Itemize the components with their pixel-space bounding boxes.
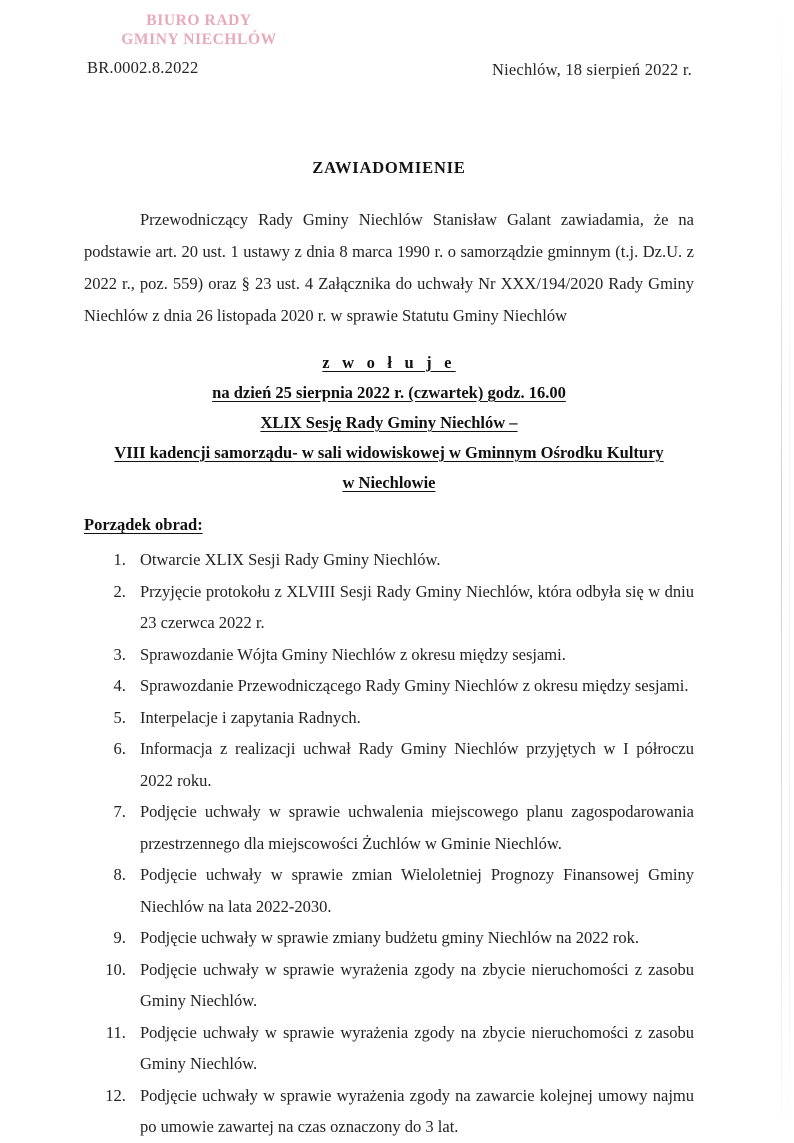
convene-line-session-text: XLIX Sesję Rady Gminy Niechlów – bbox=[260, 413, 518, 432]
agenda-item: 6. Informacja z realizacji uchwał Rady Gminy Niechlów przyjętych w I półroczu 2022 roku. bbox=[130, 733, 694, 796]
convene-word bbox=[84, 348, 694, 378]
agenda-item: 7. Podjęcie uchwały w sprawie uchwalenia miejscowego planu zagospodarowania przestrzennego dla miejscowości Żuchlów w Gminie Niechlów. bbox=[130, 796, 694, 859]
agenda-heading bbox=[84, 515, 694, 535]
office-stamp bbox=[84, 11, 314, 49]
office-stamp-line-1: BIURO RADY bbox=[146, 12, 252, 29]
agenda-item: 10. Podjęcie uchwały w sprawie wyrażenia zgody na zbycie nieruchomości z zasobu Gminy Niechlów. bbox=[130, 954, 694, 1017]
document-body bbox=[84, 158, 694, 1143]
agenda-heading-text: Porządek obrad: bbox=[84, 515, 203, 534]
agenda-item: 9. Podjęcie uchwały w sprawie zmiany budżetu gminy Niechlów na 2022 rok. bbox=[130, 922, 694, 954]
convocation-block bbox=[84, 348, 694, 498]
document-header bbox=[0, 0, 794, 100]
agenda-item: 2. Przyjęcie protokołu z XLVIII Sesji Rady Gminy Niechlów, która odbyła się w dniu 23 czerwca 2022 r. bbox=[130, 576, 694, 639]
convene-line-place-text: w Niechlowie bbox=[342, 473, 436, 492]
agenda-item: 11. Podjęcie uchwały w sprawie wyrażenia zgody na zbycie nieruchomości z zasobu Gminy Niechlów. bbox=[130, 1017, 694, 1080]
convene-line-date-text: na dzień 25 sierpnia 2022 r. (czwartek) godz. 16.00 bbox=[212, 383, 566, 402]
agenda-item: 12. Podjęcie uchwały w sprawie wyrażenia zgody na zawarcie kolejnej umowy najmu po umowie zawartej na czas oznaczony do 3 lat. bbox=[130, 1080, 694, 1143]
page-title: ZAWIADOMIENIE bbox=[312, 158, 466, 177]
convene-line-session bbox=[84, 408, 694, 438]
agenda-item: 3. Sprawozdanie Wójta Gminy Niechlów z okresu między sesjami. bbox=[130, 639, 694, 671]
scan-edge-artifact bbox=[781, 0, 782, 1122]
convene-line-venue bbox=[84, 438, 694, 468]
agenda-item: 4. Sprawozdanie Przewodniczącego Rady Gminy Niechlów z okresu między sesjami. bbox=[130, 670, 694, 702]
agenda-item: 5. Interpelacje i zapytania Radnych. bbox=[130, 702, 694, 734]
convene-word-text: z w o ł u j e bbox=[322, 353, 456, 372]
office-stamp-line-2: GMINY NIECHLÓW bbox=[121, 31, 277, 48]
intro-paragraph: Przewodniczący Rady Gminy Niechlów Stanisław Galant zawiadamia, że na podstawie art. 20 ust. 1 ustawy z dnia 8 marca 1990 r. o samorządzie gminnym (t.j. Dz.U. z 2022 r., poz. 559) oraz § 23 ust. 4 Załącznika do uchwały Nr XXX/194/2020 Rady Gminy Niechlów z dnia 26 listopada 2020 r. w sprawie Statutu Gminy Niechlów bbox=[84, 210, 694, 325]
agenda-list bbox=[84, 544, 694, 1143]
agenda-item: 8. Podjęcie uchwały w sprawie zmian Wieloletniej Prognozy Finansowej Gminy Niechlów na lata 2022-2030. bbox=[130, 859, 694, 922]
agenda-item: 1. Otwarcie XLIX Sesji Rady Gminy Niechlów. bbox=[130, 544, 694, 576]
convene-line-date bbox=[84, 378, 694, 408]
scan-edge-artifact-secondary bbox=[789, 0, 790, 1122]
convene-line-venue-text: VIII kadencji samorządu- w sali widowiskowej w Gminnym Ośrodku Kultury bbox=[114, 443, 664, 462]
convene-line-place bbox=[84, 468, 694, 498]
place-and-date: Niechlów, 18 sierpień 2022 r. bbox=[492, 60, 692, 79]
reference-number: BR.0002.8.2022 bbox=[87, 58, 199, 77]
